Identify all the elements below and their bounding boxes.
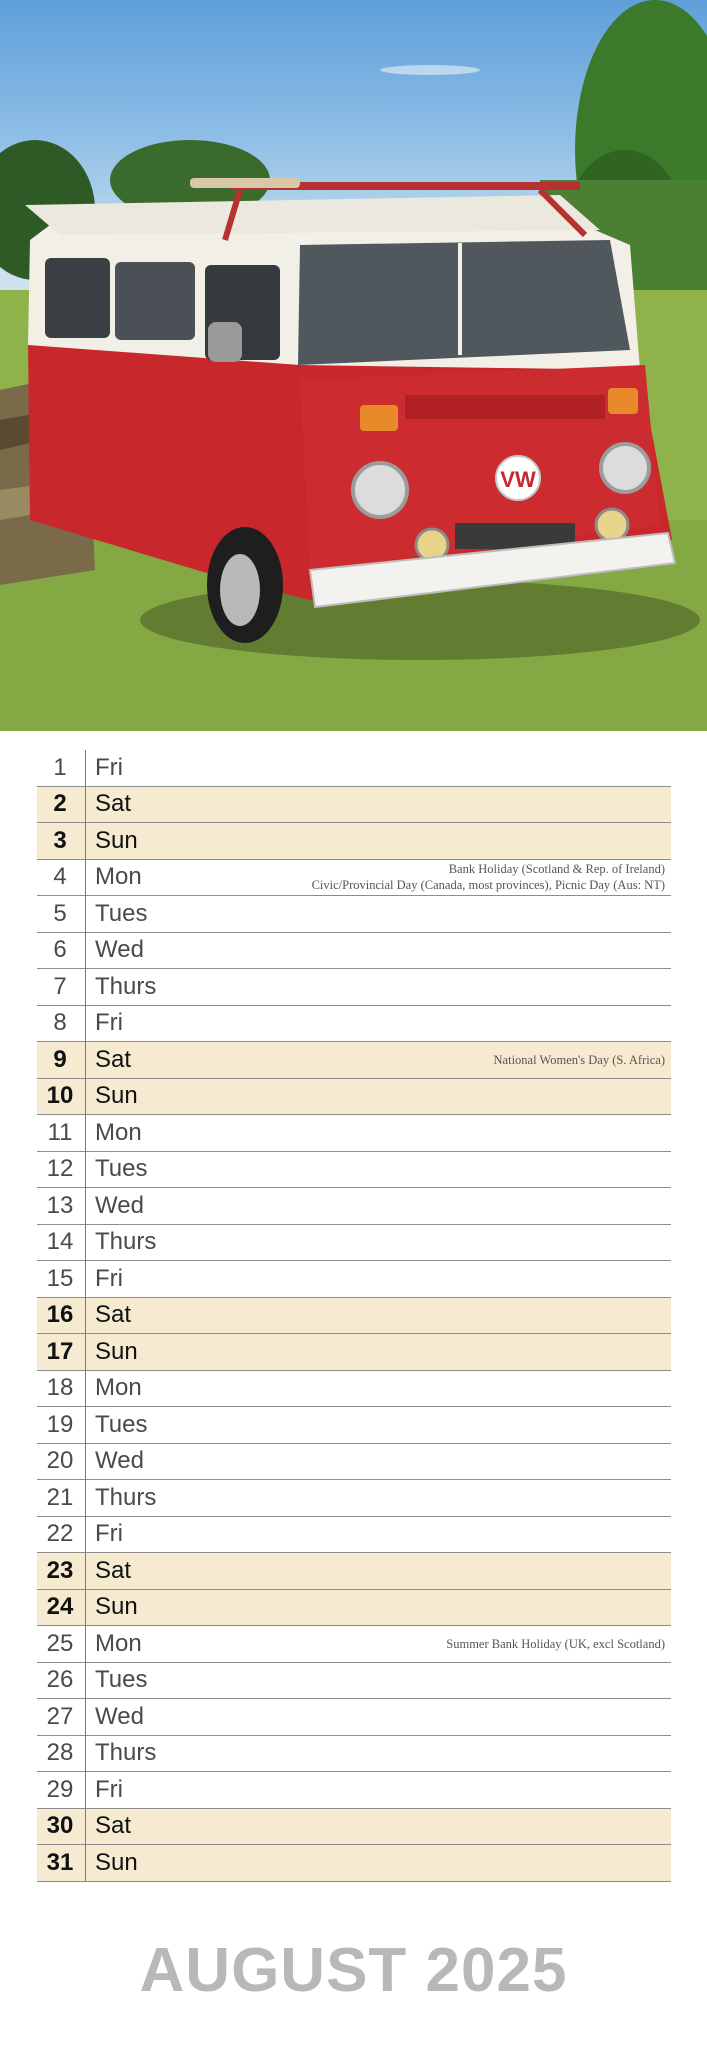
column-divider	[85, 1079, 86, 1116]
weekday-name: Sat	[95, 1556, 132, 1584]
weekday-name: Wed	[95, 1447, 144, 1475]
day-number: 11	[47, 1118, 73, 1146]
day-number: 13	[46, 1191, 74, 1219]
holiday-note	[312, 860, 665, 896]
calendar-day-row	[37, 1736, 671, 1773]
day-number: 25	[46, 1629, 74, 1657]
column-divider	[85, 1152, 86, 1189]
day-number: 12	[46, 1155, 74, 1183]
calendar-day-row	[37, 1371, 671, 1408]
calendar-day-row	[37, 1115, 671, 1152]
calendar-day-row	[37, 1772, 671, 1809]
calendar-day-row	[37, 1590, 671, 1627]
weekday-name: Sun	[95, 1337, 138, 1365]
column-divider	[85, 823, 86, 860]
day-number: 23	[46, 1556, 74, 1584]
day-number: 28	[46, 1739, 74, 1767]
day-number: 9	[53, 1045, 67, 1073]
weekday-name: Thurs	[95, 1739, 157, 1767]
column-divider	[85, 1334, 86, 1371]
day-number: 17	[46, 1337, 74, 1365]
calendar-day-row	[37, 1480, 671, 1517]
weekday-name: Sat	[95, 790, 132, 818]
holiday-note-line: Summer Bank Holiday (UK, excl Scotland)	[446, 1636, 665, 1651]
weekday-name: Sat	[95, 1045, 132, 1073]
column-divider	[85, 750, 86, 787]
weekday-name: Wed	[95, 936, 144, 964]
calendar-day-row	[37, 1152, 671, 1189]
column-divider	[85, 1590, 86, 1627]
weekday-name: Sun	[95, 1082, 138, 1110]
day-number: 7	[53, 972, 67, 1000]
day-number: 18	[46, 1374, 74, 1402]
column-divider	[85, 1699, 86, 1736]
calendar-day-row	[37, 1261, 671, 1298]
holiday-note	[494, 1042, 665, 1078]
calendar-day-row	[37, 1006, 671, 1043]
calendar-day-row	[37, 787, 671, 824]
day-number: 27	[46, 1702, 74, 1730]
column-divider	[85, 1626, 86, 1663]
day-number: 2	[53, 790, 67, 818]
day-number: 10	[46, 1082, 74, 1110]
day-number: 16	[46, 1301, 74, 1329]
day-number: 8	[53, 1009, 67, 1037]
camper-van-illustration	[0, 0, 707, 731]
column-divider	[85, 1517, 86, 1554]
weekday-name: Sat	[95, 1812, 132, 1840]
column-divider	[85, 896, 86, 933]
column-divider	[85, 1188, 86, 1225]
column-divider	[85, 1663, 86, 1700]
calendar-day-row	[37, 750, 671, 787]
weekday-name: Thurs	[95, 1483, 157, 1511]
weekday-name: Wed	[95, 1702, 144, 1730]
weekday-name: Fri	[95, 1775, 123, 1803]
calendar-day-row	[37, 1042, 671, 1079]
calendar-day-row	[37, 1663, 671, 1700]
day-number: 29	[46, 1775, 74, 1803]
column-divider	[85, 1480, 86, 1517]
weekday-name: Thurs	[95, 1228, 157, 1256]
calendar-day-row	[37, 823, 671, 860]
weekday-name: Tues	[95, 1155, 148, 1183]
weekday-name: Mon	[95, 1118, 142, 1146]
column-divider	[85, 1298, 86, 1335]
calendar-day-row	[37, 860, 671, 897]
day-number: 4	[53, 863, 67, 891]
calendar-day-row	[37, 1517, 671, 1554]
weekday-name: Sun	[95, 1848, 138, 1876]
holiday-note-line: National Women's Day (S. Africa)	[493, 1052, 665, 1067]
calendar-day-row	[37, 1079, 671, 1116]
calendar-day-row	[37, 1407, 671, 1444]
weekday-name: Mon	[95, 1629, 142, 1657]
day-number: 24	[46, 1593, 74, 1621]
column-divider	[85, 1006, 86, 1043]
holiday-note-line: Civic/Provincial Day (Canada, most provinces), Picnic Day (Aus: NT)	[311, 878, 665, 893]
calendar-day-row	[37, 896, 671, 933]
calendar-photo	[0, 0, 707, 731]
calendar-day-row	[37, 1699, 671, 1736]
column-divider	[85, 860, 86, 897]
weekday-name: Thurs	[95, 972, 157, 1000]
weekday-name: Mon	[95, 1374, 142, 1402]
calendar-day-row	[37, 1334, 671, 1371]
column-divider	[85, 1553, 86, 1590]
day-number: 20	[46, 1447, 74, 1475]
column-divider	[85, 1115, 86, 1152]
day-number: 5	[53, 899, 67, 927]
day-number: 1	[53, 753, 67, 781]
day-number: 19	[46, 1410, 74, 1438]
column-divider	[85, 1261, 86, 1298]
calendar-day-row	[37, 1809, 671, 1846]
column-divider	[85, 1371, 86, 1408]
weekday-name: Mon	[95, 863, 142, 891]
day-number: 31	[46, 1848, 74, 1876]
column-divider	[85, 1407, 86, 1444]
column-divider	[85, 1042, 86, 1079]
day-number: 15	[46, 1264, 74, 1292]
calendar-day-row	[37, 933, 671, 970]
svg-text:VW: VW	[500, 467, 536, 492]
month-calendar-grid	[37, 750, 671, 1882]
weekday-name: Fri	[95, 1264, 123, 1292]
column-divider	[85, 1225, 86, 1262]
day-number: 6	[53, 936, 67, 964]
holiday-note-line: Bank Holiday (Scotland & Rep. of Ireland)	[448, 862, 665, 877]
weekday-name: Sun	[95, 826, 138, 854]
weekday-name: Tues	[95, 1410, 148, 1438]
weekday-name: Wed	[95, 1191, 144, 1219]
day-number: 30	[46, 1812, 74, 1840]
day-number: 21	[46, 1483, 74, 1511]
weekday-name: Sun	[95, 1593, 138, 1621]
weekday-name: Tues	[95, 1666, 148, 1694]
column-divider	[85, 1809, 86, 1846]
weekday-name: Tues	[95, 899, 148, 927]
weekday-name: Fri	[95, 1520, 123, 1548]
day-number: 26	[46, 1666, 74, 1694]
calendar-day-row	[37, 1553, 671, 1590]
calendar-day-row	[37, 1188, 671, 1225]
day-number: 22	[46, 1520, 74, 1548]
holiday-note	[446, 1626, 665, 1662]
column-divider	[85, 1444, 86, 1481]
day-number: 3	[53, 826, 67, 854]
column-divider	[85, 1845, 86, 1882]
weekday-name: Fri	[95, 753, 123, 781]
calendar-day-row	[37, 1444, 671, 1481]
calendar-day-row	[37, 1626, 671, 1663]
month-title: AUGUST 2025	[139, 1936, 568, 2005]
calendar-day-row	[37, 1225, 671, 1262]
calendar-day-row	[37, 1845, 671, 1882]
column-divider	[85, 1736, 86, 1773]
weekday-name: Sat	[95, 1301, 132, 1329]
calendar-day-row	[37, 1298, 671, 1335]
column-divider	[85, 933, 86, 970]
column-divider	[85, 787, 86, 824]
column-divider	[85, 1772, 86, 1809]
day-number: 14	[46, 1228, 74, 1256]
calendar-day-row	[37, 969, 671, 1006]
weekday-name: Fri	[95, 1009, 123, 1037]
column-divider	[85, 969, 86, 1006]
